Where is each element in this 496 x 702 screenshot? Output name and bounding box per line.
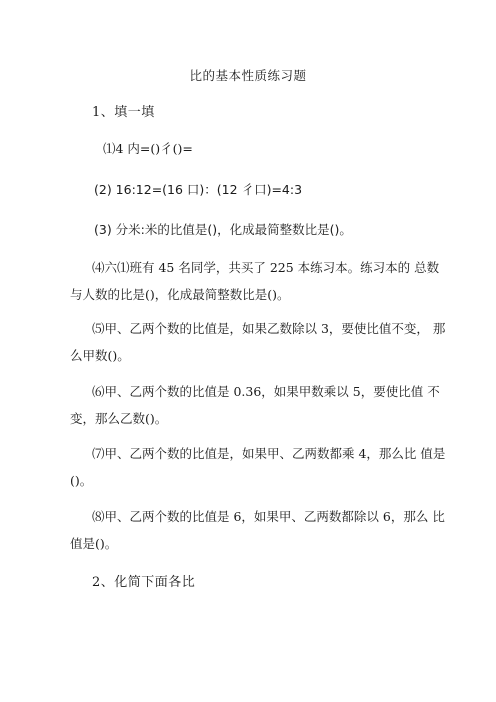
question-4-line-2: 与人数的比是()，化成最简整数比是()。: [70, 287, 290, 302]
question-3: [94, 220, 352, 238]
question-5: [70, 315, 446, 369]
question-4: [70, 254, 440, 308]
question-7-line-1: ⑺甲、乙两个数的比值是，如果甲、乙两数都乘 4，那么比 值是: [92, 446, 446, 461]
question-8-line-2: 值是()。: [70, 536, 118, 551]
question-2: (2) 16:12=(16 口)：(12 彳口)=4:3: [94, 182, 303, 197]
question-8: [70, 503, 445, 557]
document-title: 比的基本性质练习题: [189, 68, 307, 83]
section-heading-simplify-ratios: 2、化简下面各比: [92, 575, 196, 590]
question-1: ⑴4 内=()彳()=: [103, 141, 193, 156]
question-7-line-2: ()。: [70, 473, 93, 488]
question-3-text: (3) 分米:米的比值是()，化成最简整数比是()。: [94, 222, 352, 237]
question-6-line-1: ⑹甲、乙两个数的比值是 0.36，如果甲数乘以 5，要使比值 不: [92, 384, 440, 399]
question-6: [70, 378, 440, 432]
question-7: [70, 440, 446, 494]
question-6-line-2: 变，那么乙数()。: [70, 411, 168, 426]
section-heading-fill-in: 1、填一填: [92, 105, 155, 120]
question-5-line-2: 么甲数()。: [70, 348, 130, 363]
question-8-line-1: ⑻甲、乙两个数的比值是 6，如果甲、乙两数都除以 6，那么 比: [92, 509, 445, 524]
question-5-line-1: ⑸甲、乙两个数的比值是，如果乙数除以 3，要使比值不变， 那: [92, 321, 446, 336]
question-4-line-1: ⑷六⑴班有 45 名同学，共买了 225 本练习本。练习本的 总数: [92, 260, 440, 275]
